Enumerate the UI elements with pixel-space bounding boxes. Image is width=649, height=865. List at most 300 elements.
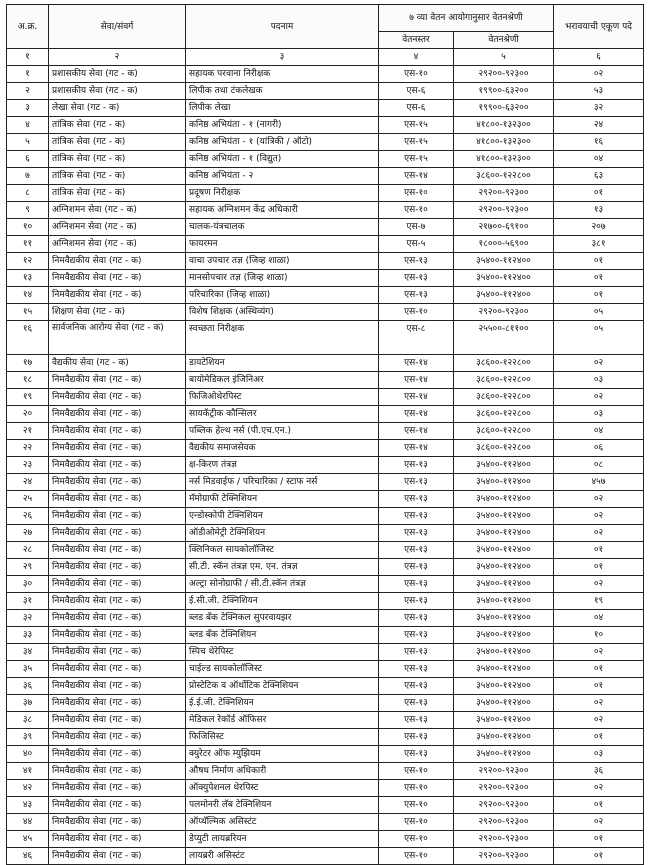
row-post-name: औषध निर्माण अधिकारी <box>186 763 379 780</box>
row-pay-level: एस-१० <box>379 66 454 83</box>
row-pay-level: एस-१० <box>379 763 454 780</box>
row-total-posts: २४ <box>554 117 644 134</box>
row-service: प्रशासकीय सेवा (गट - क) <box>49 83 186 100</box>
row-pay-scale: ३५४००-११२४०० <box>454 729 554 746</box>
row-total-posts: ०३ <box>554 372 644 389</box>
row-pay-level: एस-१३ <box>379 253 454 270</box>
row-total-posts: १९ <box>554 593 644 610</box>
table-row <box>7 372 644 389</box>
row-post-name: कनिष्ठ अभियंता - १ (विद्युत) <box>186 151 379 168</box>
row-post-name: फिजिसिस्ट <box>186 729 379 746</box>
row-pay-scale: २९२००-९२३०० <box>454 831 554 848</box>
row-pay-level: एस-१४ <box>379 389 454 406</box>
table-row <box>7 423 644 440</box>
row-pay-level: एस-१३ <box>379 491 454 508</box>
row-service: तांत्रिक सेवा (गट - क) <box>49 185 186 202</box>
row-pay-level: एस-१४ <box>379 372 454 389</box>
row-sr-no: १ <box>7 66 49 83</box>
row-service: निमवैद्यकीय सेवा (गट - क) <box>49 763 186 780</box>
row-pay-level: एस-१३ <box>379 610 454 627</box>
column-number: ४ <box>379 49 454 66</box>
row-pay-level: एस-१० <box>379 848 454 865</box>
table-row <box>7 321 644 355</box>
row-pay-scale: २५५००-८११०० <box>454 321 554 355</box>
row-total-posts: ०२ <box>554 644 644 661</box>
row-total-posts: ०२ <box>554 66 644 83</box>
row-pay-scale: ३५४००-११२४०० <box>454 678 554 695</box>
column-number: ६ <box>554 49 644 66</box>
row-post-name: ऑडीओमेट्री टेक्निशियन <box>186 525 379 542</box>
row-post-name: चालक-यंत्रचालक <box>186 219 379 236</box>
row-post-name: वाचा उपचार तज्ञ (जिव्ह शाळा) <box>186 253 379 270</box>
table-row <box>7 457 644 474</box>
row-post-name: पलमोनरी लॅब टेक्निशियन <box>186 797 379 814</box>
row-sr-no: १६ <box>7 321 49 355</box>
row-sr-no: २४ <box>7 474 49 491</box>
row-pay-scale: ३५४००-११२४०० <box>454 746 554 763</box>
row-sr-no: ४१ <box>7 763 49 780</box>
row-pay-scale: ३८६००-१२२८०० <box>454 372 554 389</box>
header-total-posts: भरावयाची एकूण पदे <box>554 5 644 49</box>
row-post-name: पब्लिक हेल्थ नर्स (पी.एच.एन.) <box>186 423 379 440</box>
table-row <box>7 780 644 797</box>
row-post-name: क्ष-किरण तंत्रज्ञ <box>186 457 379 474</box>
row-service: निमवैद्यकीय सेवा (गट - क) <box>49 508 186 525</box>
row-total-posts: ६३ <box>554 168 644 185</box>
table-row <box>7 542 644 559</box>
row-sr-no: ९ <box>7 202 49 219</box>
row-post-name: कनिष्ठ अभियंता - १ (नागरी) <box>186 117 379 134</box>
row-service: निमवैद्यकीय सेवा (गट - क) <box>49 423 186 440</box>
row-total-posts: ०१ <box>554 678 644 695</box>
row-pay-scale: ३८६००-१२२८०० <box>454 423 554 440</box>
row-pay-scale: १९९००-६३२०० <box>454 83 554 100</box>
row-pay-scale: ३५४००-११२४०० <box>454 270 554 287</box>
table-row <box>7 491 644 508</box>
row-sr-no: २७ <box>7 525 49 542</box>
row-post-name: लिपीक तथा टंकलेखक <box>186 83 379 100</box>
row-total-posts: ०३ <box>554 746 644 763</box>
row-pay-level: एस-१३ <box>379 644 454 661</box>
row-post-name: फायरमन <box>186 236 379 253</box>
row-pay-scale: २९२००-९२३०० <box>454 185 554 202</box>
row-pay-scale: ३५४००-११२४०० <box>454 610 554 627</box>
table-row <box>7 814 644 831</box>
row-sr-no: ३७ <box>7 695 49 712</box>
row-pay-level: एस-१० <box>379 797 454 814</box>
row-sr-no: २५ <box>7 491 49 508</box>
row-sr-no: ७ <box>7 168 49 185</box>
row-service: निमवैद्यकीय सेवा (गट - क) <box>49 644 186 661</box>
row-pay-level: एस-१३ <box>379 542 454 559</box>
row-post-name: मानसोपचार तज्ञ (जिव्ह शाळा) <box>186 270 379 287</box>
row-sr-no: ३० <box>7 576 49 593</box>
row-sr-no: ४६ <box>7 848 49 865</box>
row-pay-scale: ३५४००-११२४०० <box>454 525 554 542</box>
row-total-posts: ०१ <box>554 542 644 559</box>
row-post-name: प्रोस्टेटिक व ऑर्थोटिक टेक्निशियन <box>186 678 379 695</box>
row-pay-scale: ३५४००-११२४०० <box>454 542 554 559</box>
row-post-name: प्रदूषण निरीक्षक <box>186 185 379 202</box>
row-service: निमवैद्यकीय सेवा (गट - क) <box>49 270 186 287</box>
row-pay-level: एस-१३ <box>379 678 454 695</box>
table-row <box>7 729 644 746</box>
row-sr-no: २३ <box>7 457 49 474</box>
row-service: तांत्रिक सेवा (गट - क) <box>49 117 186 134</box>
row-total-posts: ०५ <box>554 321 644 355</box>
row-pay-scale: ३५४००-११२४०० <box>454 661 554 678</box>
row-pay-level: एस-१३ <box>379 474 454 491</box>
row-pay-scale: ३८६००-१२२८०० <box>454 406 554 423</box>
row-service: अग्निशमन सेवा (गट - क) <box>49 202 186 219</box>
row-sr-no: ३२ <box>7 610 49 627</box>
row-post-name: मॅमोग्राफी टेक्निशियन <box>186 491 379 508</box>
row-post-name: ब्लड बँक टेक्निकल सुपरवायझर <box>186 610 379 627</box>
table-row <box>7 355 644 372</box>
row-pay-level: एस-१४ <box>379 440 454 457</box>
row-total-posts: ०१ <box>554 797 644 814</box>
row-post-name: चाईल्ड सायकोलॉजिस्ट <box>186 661 379 678</box>
table-row <box>7 253 644 270</box>
row-service: तांत्रिक सेवा (गट - क) <box>49 168 186 185</box>
table-row <box>7 117 644 134</box>
row-pay-scale: ३८६००-१२२८०० <box>454 440 554 457</box>
row-sr-no: ३३ <box>7 627 49 644</box>
row-pay-scale: १८०००-५६९०० <box>454 236 554 253</box>
row-pay-scale: २९२००-९२३०० <box>454 797 554 814</box>
row-post-name: मेडिकल रेकॉर्ड ऑफिसर <box>186 712 379 729</box>
row-service: अग्निशमन सेवा (गट - क) <box>49 219 186 236</box>
row-total-posts: ०४ <box>554 151 644 168</box>
row-service: प्रशासकीय सेवा (गट - क) <box>49 66 186 83</box>
row-pay-level: एस-१० <box>379 202 454 219</box>
row-pay-scale: ४१८००-१३२३०० <box>454 134 554 151</box>
row-post-name: कनिष्ठ अभियंता - २ <box>186 168 379 185</box>
table-row <box>7 83 644 100</box>
table-row <box>7 576 644 593</box>
row-total-posts: ०५ <box>554 304 644 321</box>
row-pay-level: एस-१४ <box>379 355 454 372</box>
row-sr-no: ४५ <box>7 831 49 848</box>
row-sr-no: २ <box>7 83 49 100</box>
row-service: निमवैद्यकीय सेवा (गट - क) <box>49 525 186 542</box>
row-sr-no: २६ <box>7 508 49 525</box>
row-sr-no: २९ <box>7 559 49 576</box>
row-pay-scale: ३५४००-११२४०० <box>454 627 554 644</box>
row-post-name: लायब्ररी असिस्टंट <box>186 848 379 865</box>
table-row <box>7 406 644 423</box>
table-row <box>7 712 644 729</box>
row-sr-no: ३९ <box>7 729 49 746</box>
row-service: निमवैद्यकीय सेवा (गट - क) <box>49 474 186 491</box>
row-sr-no: २८ <box>7 542 49 559</box>
row-service: निमवैद्यकीय सेवा (गट - क) <box>49 695 186 712</box>
row-pay-scale: ३५४००-११२४०० <box>454 559 554 576</box>
row-pay-level: एस-१३ <box>379 457 454 474</box>
column-number: ३ <box>186 49 379 66</box>
row-service: निमवैद्यकीय सेवा (गट - क) <box>49 593 186 610</box>
row-total-posts: ०१ <box>554 287 644 304</box>
row-sr-no: १९ <box>7 389 49 406</box>
row-service: शिक्षण सेवा (गट - क) <box>49 304 186 321</box>
row-sr-no: १८ <box>7 372 49 389</box>
row-sr-no: ३८ <box>7 712 49 729</box>
row-total-posts: ३६ <box>554 763 644 780</box>
table-row <box>7 474 644 491</box>
row-post-name: सहायक परवाना निरीक्षक <box>186 66 379 83</box>
row-total-posts: ०२ <box>554 712 644 729</box>
row-pay-level: एस-५ <box>379 236 454 253</box>
row-pay-level: एस-१३ <box>379 508 454 525</box>
row-pay-scale: ४१८००-१३२३०० <box>454 151 554 168</box>
row-pay-scale: ३५४००-११२४०० <box>454 287 554 304</box>
row-sr-no: ३६ <box>7 678 49 695</box>
row-sr-no: १० <box>7 219 49 236</box>
row-post-name: ई.ई.जी. टेक्निशियन <box>186 695 379 712</box>
row-service: निमवैद्यकीय सेवा (गट - क) <box>49 797 186 814</box>
row-sr-no: ५ <box>7 134 49 151</box>
row-service: निमवैद्यकीय सेवा (गट - क) <box>49 661 186 678</box>
table-row <box>7 797 644 814</box>
row-service: अग्निशमन सेवा (गट - क) <box>49 236 186 253</box>
row-sr-no: ३१ <box>7 593 49 610</box>
row-pay-level: एस-१५ <box>379 117 454 134</box>
row-pay-level: एस-१४ <box>379 406 454 423</box>
table-row <box>7 559 644 576</box>
row-pay-scale: ३८६००-१२२८०० <box>454 389 554 406</box>
row-pay-scale: २९२००-९२३०० <box>454 848 554 865</box>
row-post-name: ऑप्थॅल्मिक असिस्टंट <box>186 814 379 831</box>
table-row <box>7 100 644 117</box>
table-row <box>7 644 644 661</box>
row-total-posts: ५३ <box>554 83 644 100</box>
row-pay-level: एस-१३ <box>379 525 454 542</box>
header-pay-commission: ७ व्या वेतन आयोगानुसार वेतनश्रेणी <box>379 5 554 32</box>
row-post-name: नर्स मिडवाईफ / परिचारिका / स्टाफ नर्स <box>186 474 379 491</box>
row-pay-scale: ३५४००-११२४०० <box>454 474 554 491</box>
row-pay-level: एस-१५ <box>379 151 454 168</box>
table-row <box>7 508 644 525</box>
row-post-name: अल्ट्रा सोनोग्राफी / सी.टी.स्कॅन तंत्रज्ञ <box>186 576 379 593</box>
row-pay-level: एस-१० <box>379 185 454 202</box>
row-total-posts: ०८ <box>554 457 644 474</box>
row-pay-level: एस-६ <box>379 83 454 100</box>
row-post-name: ब्लड बँक टेक्निशियन <box>186 627 379 644</box>
row-pay-level: एस-१० <box>379 780 454 797</box>
row-service: लेखा सेवा (गट - क) <box>49 100 186 117</box>
row-pay-scale: २९२००-९२३०० <box>454 780 554 797</box>
row-sr-no: २२ <box>7 440 49 457</box>
row-pay-scale: ३५४००-११२४०० <box>454 712 554 729</box>
row-service: निमवैद्यकीय सेवा (गट - क) <box>49 610 186 627</box>
row-post-name: बायोमेडिकल इंजिनिअर <box>186 372 379 389</box>
column-number: २ <box>49 49 186 66</box>
column-number-row <box>7 49 644 66</box>
table-row <box>7 151 644 168</box>
row-total-posts: ०२ <box>554 491 644 508</box>
table-row <box>7 270 644 287</box>
row-total-posts: ०४ <box>554 423 644 440</box>
row-total-posts: ०१ <box>554 729 644 746</box>
row-total-posts: ३२ <box>554 100 644 117</box>
row-total-posts: ०२ <box>554 389 644 406</box>
row-pay-scale: २९२००-९२३०० <box>454 66 554 83</box>
row-total-posts: ०६ <box>554 440 644 457</box>
row-total-posts: ०२ <box>554 780 644 797</box>
row-pay-scale: ४१८००-१३२३०० <box>454 117 554 134</box>
row-pay-level: एस-१३ <box>379 576 454 593</box>
table-row <box>7 219 644 236</box>
row-total-posts: ०१ <box>554 185 644 202</box>
row-post-name: सी.टी. स्कॅन तंत्रज्ञ एम. एन. तंत्रज्ञ <box>186 559 379 576</box>
row-service: निमवैद्यकीय सेवा (गट - क) <box>49 746 186 763</box>
row-service: निमवैद्यकीय सेवा (गट - क) <box>49 253 186 270</box>
row-pay-level: एस-१३ <box>379 559 454 576</box>
posts-table <box>6 4 644 865</box>
row-service: निमवैद्यकीय सेवा (गट - क) <box>49 287 186 304</box>
row-pay-level: एस-१० <box>379 831 454 848</box>
row-pay-scale: २९२००-९२३०० <box>454 814 554 831</box>
row-service: निमवैद्यकीय सेवा (गट - क) <box>49 678 186 695</box>
row-total-posts: ०२ <box>554 814 644 831</box>
row-sr-no: २० <box>7 406 49 423</box>
recruitment-table-sheet <box>6 4 643 865</box>
column-number: १ <box>7 49 49 66</box>
row-sr-no: ४२ <box>7 780 49 797</box>
row-post-name: क्लिनिकल सायकोलॉजिस्ट <box>186 542 379 559</box>
row-pay-scale: २९२००-९२३०० <box>454 763 554 780</box>
row-pay-scale: ३५४००-११२४०० <box>454 593 554 610</box>
header-pay-scale: वेतनश्रेणी <box>454 32 554 49</box>
table-row <box>7 66 644 83</box>
row-post-name: एन्डोस्कोपी टेक्निशियन <box>186 508 379 525</box>
row-post-name: सहायक अग्निशमन केंद्र अधिकारी <box>186 202 379 219</box>
row-service: निमवैद्यकीय सेवा (गट - क) <box>49 372 186 389</box>
table-row <box>7 185 644 202</box>
row-pay-level: एस-१५ <box>379 134 454 151</box>
row-total-posts: ०२ <box>554 695 644 712</box>
row-post-name: क्युरेटर ऑफ म्युझियम <box>186 746 379 763</box>
row-pay-level: एस-१३ <box>379 661 454 678</box>
row-post-name: डेप्युटी लायब्ररियन <box>186 831 379 848</box>
row-pay-scale: ३५४००-११२४०० <box>454 695 554 712</box>
row-pay-scale: २९२००-९२३०० <box>454 304 554 321</box>
row-post-name: ई.सी.जी. टेक्निशियन <box>186 593 379 610</box>
row-post-name: फिजिओथेरपिस्ट <box>186 389 379 406</box>
row-post-name: सायकॅट्रीक कौन्सिलर <box>186 406 379 423</box>
row-service: निमवैद्यकीय सेवा (गट - क) <box>49 831 186 848</box>
row-sr-no: २१ <box>7 423 49 440</box>
row-pay-scale: ३८६००-१२२८०० <box>454 355 554 372</box>
row-pay-level: एस-८ <box>379 321 454 355</box>
row-sr-no: ८ <box>7 185 49 202</box>
row-pay-level: एस-१३ <box>379 729 454 746</box>
row-service: तांत्रिक सेवा (गट - क) <box>49 151 186 168</box>
row-sr-no: ६ <box>7 151 49 168</box>
row-total-posts: ४५७ <box>554 474 644 491</box>
table-row <box>7 134 644 151</box>
table-row <box>7 610 644 627</box>
row-total-posts: ०१ <box>554 831 644 848</box>
row-total-posts: ०१ <box>554 270 644 287</box>
row-pay-scale: १९९००-६३२०० <box>454 100 554 117</box>
table-header <box>7 5 644 66</box>
row-sr-no: ४४ <box>7 814 49 831</box>
table-row <box>7 627 644 644</box>
row-pay-scale: २९२००-९२३०० <box>454 202 554 219</box>
table-row <box>7 236 644 253</box>
row-service: निमवैद्यकीय सेवा (गट - क) <box>49 576 186 593</box>
row-post-name: परिचारिका (जिव्ह शाळा) <box>186 287 379 304</box>
table-row <box>7 304 644 321</box>
row-sr-no: ४ <box>7 117 49 134</box>
row-service: निमवैद्यकीय सेवा (गट - क) <box>49 780 186 797</box>
row-service: निमवैद्यकीय सेवा (गट - क) <box>49 457 186 474</box>
row-total-posts: ०१ <box>554 559 644 576</box>
row-service: निमवैद्यकीय सेवा (गट - क) <box>49 389 186 406</box>
row-service: निमवैद्यकीय सेवा (गट - क) <box>49 542 186 559</box>
row-sr-no: ११ <box>7 236 49 253</box>
row-sr-no: ३४ <box>7 644 49 661</box>
row-service: निमवैद्यकीय सेवा (गट - क) <box>49 491 186 508</box>
row-service: निमवैद्यकीय सेवा (गट - क) <box>49 712 186 729</box>
header-pay-level: वेतनस्तर <box>379 32 454 49</box>
row-total-posts: १० <box>554 627 644 644</box>
row-pay-level: एस-१३ <box>379 270 454 287</box>
table-row <box>7 593 644 610</box>
table-row <box>7 746 644 763</box>
row-pay-level: एस-१३ <box>379 695 454 712</box>
row-service: सार्वजनिक आरोग्य सेवा (गट - क) <box>49 321 186 355</box>
row-total-posts: ०१ <box>554 661 644 678</box>
row-service: निमवैद्यकीय सेवा (गट - क) <box>49 848 186 865</box>
row-pay-scale: ३५४००-११२४०० <box>454 491 554 508</box>
row-pay-level: एस-१३ <box>379 746 454 763</box>
row-pay-scale: ३५४००-११२४०० <box>454 457 554 474</box>
row-sr-no: ४० <box>7 746 49 763</box>
row-post-name: लिपीक लेखा <box>186 100 379 117</box>
row-total-posts: ०३ <box>554 406 644 423</box>
row-total-posts: ०१ <box>554 253 644 270</box>
row-pay-level: एस-१४ <box>379 423 454 440</box>
header-service: सेवा/संवर्ग <box>49 5 186 49</box>
row-total-posts: ०१ <box>554 848 644 865</box>
row-pay-scale: ३५४००-११२४०० <box>454 253 554 270</box>
row-post-name: विशेष शिक्षक (अस्थिव्यंग) <box>186 304 379 321</box>
row-sr-no: १४ <box>7 287 49 304</box>
row-total-posts: २०७ <box>554 219 644 236</box>
row-post-name: स्पिच थेरेपिस्ट <box>186 644 379 661</box>
row-total-posts: ०२ <box>554 576 644 593</box>
row-post-name: कनिष्ठ अभियंता - १ (यांत्रिकी / ऑटो) <box>186 134 379 151</box>
table-row <box>7 848 644 865</box>
row-service: निमवैद्यकीय सेवा (गट - क) <box>49 440 186 457</box>
row-service: निमवैद्यकीय सेवा (गट - क) <box>49 814 186 831</box>
row-pay-level: एस-१३ <box>379 712 454 729</box>
table-row <box>7 287 644 304</box>
table-row <box>7 695 644 712</box>
row-service: वैद्यकीय सेवा (गट - क) <box>49 355 186 372</box>
row-post-name: ऑक्युपेशनल थेरपिस्ट <box>186 780 379 797</box>
row-service: निमवैद्यकीय सेवा (गट - क) <box>49 627 186 644</box>
table-row <box>7 661 644 678</box>
row-pay-scale: ३८६००-१२२८०० <box>454 168 554 185</box>
row-pay-level: एस-१० <box>379 304 454 321</box>
row-service: निमवैद्यकीय सेवा (गट - क) <box>49 406 186 423</box>
row-service: निमवैद्यकीय सेवा (गट - क) <box>49 729 186 746</box>
row-pay-scale: ३५४००-११२४०० <box>454 644 554 661</box>
row-sr-no: ३५ <box>7 661 49 678</box>
